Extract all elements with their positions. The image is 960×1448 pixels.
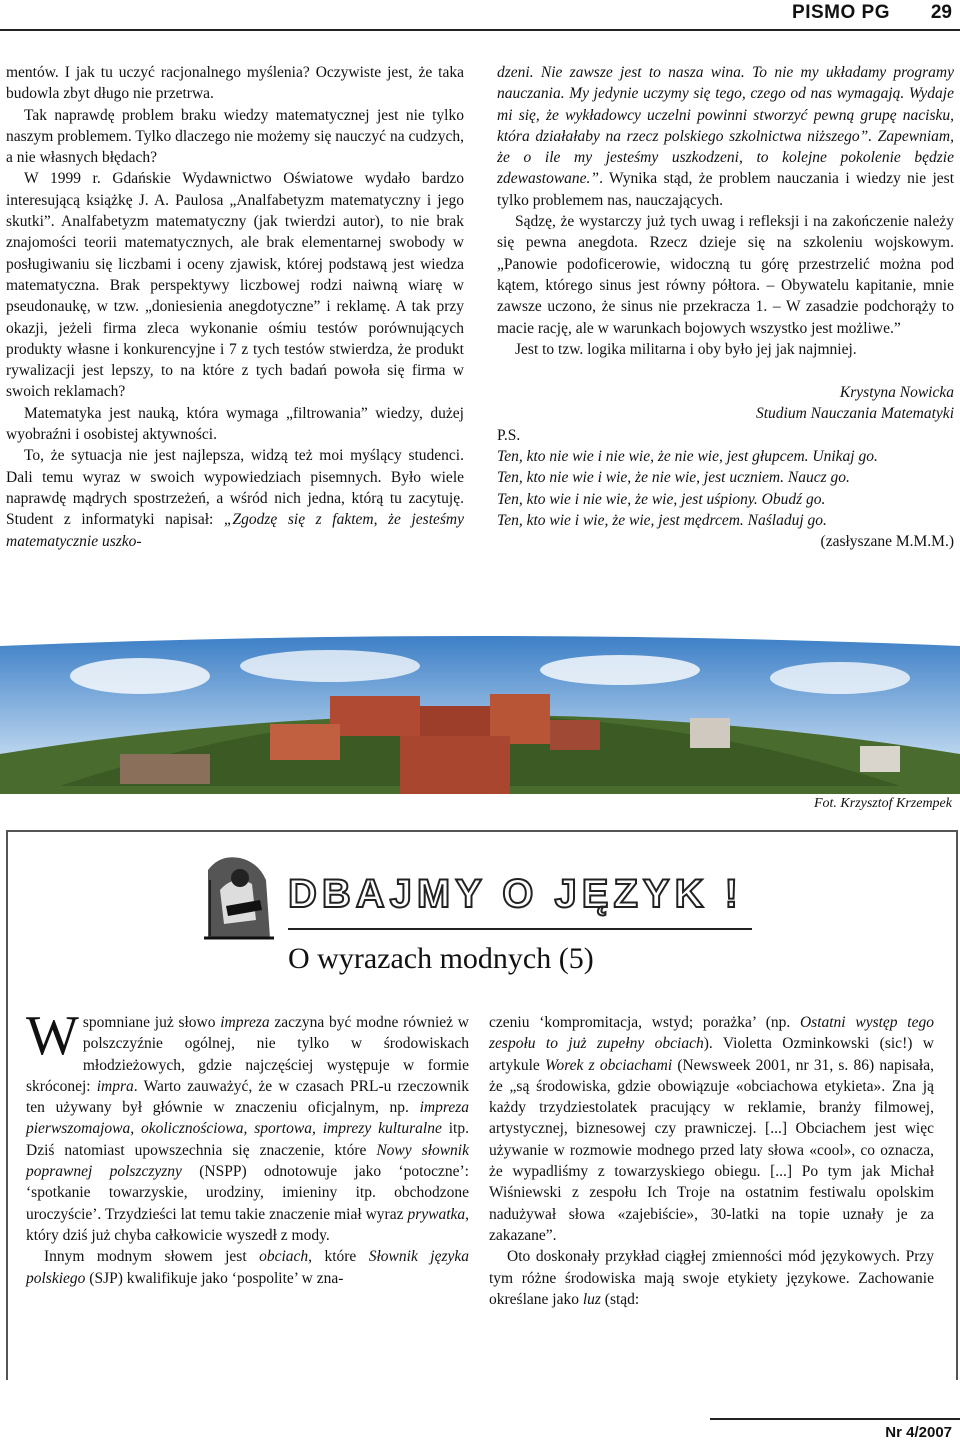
text-run: (SJP) kwalifikuje jako ‘pospolite’ w zna- [85, 1269, 344, 1287]
footer-rule [710, 1418, 960, 1420]
term: Nowy słownik poprawnej polszczyzny [26, 1141, 469, 1181]
journal-title: PISMO PG [792, 2, 890, 23]
term: impreza [220, 1014, 270, 1031]
scholar-illustration-icon [200, 850, 278, 942]
text-run: ). Violetta Ozminkowski (sic!) w artykule [489, 1035, 934, 1074]
paragraph: Matematyka jest nauką, która wymaga „filtrowania” wiedzy, dużej wyobraźni i osobistej aktywności. [6, 404, 464, 444]
section-title: DBAJMY O JĘZYK ! [288, 872, 743, 916]
paragraph [26, 1005, 469, 1246]
text-run: (stąd: [600, 1290, 640, 1308]
text-run: . Warto zauważyć, że w czasach PRL-u rzeczownik ten używany był głównie w znaczeniu oficjalnym, np. [26, 1077, 469, 1117]
text-run: , które [308, 1248, 369, 1266]
section-rule [288, 928, 752, 930]
paragraph: W 1999 r. Gdańskie Wydawnictwo Oświatowe wydało bardzo interesującą książkę J. A. Paulosa „Analfabetyzm matematyczny i jego skutki”. Analfabetyzm matematyczny (jak twierdzi autor), to nie brak znajomości teorii matematycznych, ale brak elementarnej swobody w posługiwaniu się liczbami i oceny zjawisk, której podstawą jest wiedza matematyczna. Brak perspektywy liczbowej rodzi naiwną wiarę w pseudonaukę, w tzw. „doniesienia anegdotyczne” i reklamę. A tak przy okazji, jeżeli firma zleca wykonanie ośmiu testów porównujących produkty własne i konkurencyjne i 7 z tych testów stwierdza, że produkt rywalizacji jest lepszy, to na które z tych badań powoła się firma w swoich reklamach? [6, 170, 464, 401]
term: Słownik języka polskiego [26, 1248, 469, 1287]
term: Ostatni występ tego zespołu to już zupełny obciach [489, 1014, 934, 1053]
author-unit: Studium Nauczania Matematyki [755, 405, 954, 423]
text-run: itp. Dziś natomiast upowszechnia się znaczenie, które [26, 1120, 469, 1159]
paragraph [497, 62, 954, 211]
text-run: spomniane już słowo [82, 1014, 221, 1031]
text-run: Innym modnym słowem jest [44, 1248, 260, 1266]
page-header [0, 0, 960, 30]
text-run: , który dziś już chyba całkowicie wyszedł z mody. [26, 1205, 469, 1244]
paragraph: Tak naprawdę problem braku wiedzy matematycznej jest nie tylko naszym problemem. Tylko dlaczego nie możemy się nauczyć na cudzych, a nie własnych błędach? [6, 106, 464, 167]
ps-line: Ten, kto wie i nie wie, że wie, jest uśpiony. Obudź go. [497, 490, 826, 508]
paragraph: Jest to tzw. logika militarna i oby było jej jak najmniej. [515, 340, 857, 358]
quote-run: „Zgodzę się z faktem, że jesteśmy matematycznie uszko- [6, 511, 465, 550]
text-run: (NSPP) odnotowuje jako ‘potoczne’: ‘spotkanie towarzyskie, urodziny, imieniny itp. obchodzone uroczyście’. Trzydzieści lat temu takie znaczenie miał wyraz [26, 1163, 469, 1223]
panorama-image [0, 636, 960, 794]
paragraph [26, 1246, 469, 1289]
term: obciach [259, 1248, 309, 1266]
text-run: zaczyna być modne również w polszczyźnie ogólnej, nie tylko w środowiskach młodzieżowych, gdzie najczęściej występuje w formie skróconej: [26, 1014, 469, 1095]
drop-cap: W [26, 1005, 79, 1067]
ps-source: (zasłyszane M.M.M.) [820, 533, 954, 551]
issue-number: Nr 4/2007 [885, 1424, 952, 1441]
article-column-1 [6, 62, 464, 552]
article-column-2 [497, 62, 954, 553]
ps-line: Ten, kto wie i wie, że wie, jest mędrcem. Naśladuj go. [497, 511, 827, 529]
term: prywatka [407, 1205, 466, 1223]
language-column-2 [489, 1012, 934, 1310]
text-run: czeniu ‘kompromitacja, wstyd; porażka’ (np. [489, 1014, 800, 1031]
campus-panorama-photo [0, 636, 960, 794]
ps-line: Ten, kto nie wie i nie wie, że nie wie, jest głupcem. Unikaj go. [497, 448, 878, 466]
paragraph [489, 1246, 934, 1310]
text-run: To, że sytuacja nie jest najlepsza, widzą też moi myślący studenci. Dali temu wyraz w swoich wypowiedziach pisemnych. Było wiele naprawdę mądrych spostrzeżeń, a wśród nich jedna, którą tu zacytuję. Student z informatyki napisał: [6, 447, 464, 529]
author-name: Krystyna Nowicka [839, 384, 954, 402]
header-rule [0, 29, 960, 31]
term: luz [582, 1290, 601, 1308]
paragraph: mentów. I jak tu uczyć racjonalnego myślenia? Oczywiste jest, że taka budowla zbyt długo nie przetrwa. [6, 64, 464, 103]
page-number: 29 [930, 2, 952, 23]
text-run: Oto doskonały przykład ciągłej zmienności mód językowych. Przy tym różne środowiska mają swoje etykiety językowe. Zachowanie określane jako [489, 1248, 934, 1308]
term: impra [96, 1077, 134, 1095]
term: impreza pierwszomajowa, okolicznościowa, sportowa, imprezy kulturalne [26, 1099, 469, 1138]
photo-credit: Fot. Krzysztof Krzempek [813, 796, 952, 811]
section-subtitle: O wyrazach modnych (5) [288, 942, 594, 975]
paragraph [6, 445, 464, 551]
paragraph: Sądzę, że wystarczy już tych uwag i refleksji i na zakończenie należy się pewna anegdota. Rzecz dzieje się na szkoleniu wojskowym. „Panowie podoficerowie, widoczną tu górę przestrzelić można pod kątem, którego sinus jest równy półtora. – Obywatelu kapitanie, mnie zawsze uczono, że sinus nie przekracza 1. – W zasadzie podchorąży to macie rację, ale w warunkach bojowych wszystko jest możliwe.” [497, 213, 954, 337]
paragraph [489, 1012, 934, 1246]
quote-run: dzeni. Nie zawsze jest to nasza wina. To nie my układamy programy nauczania. My jedynie uczymy się tego, czego od nas wymagają. Wydaje mi się, że wykładowcy uczelni powinni stworzyć pewną grupę nacisku, która działałaby na rzecz polskiego szkolnictwa niższego”. Zapewniam, że o ile my jesteśmy uszkodzeni, to kolejne pokolenie będzie zdewastowane.” [497, 64, 954, 188]
ps-label: P.S. [497, 426, 521, 444]
language-column-1 [26, 1005, 469, 1289]
text-run: (Newsweek 2001, nr 31, s. 86) napisała, że „są środowiska, gdzie obowiązuje «obciachowa etykieta». Zna ją każdy trzydziestolatek pracujący w reklamie, branży filmowej, artystycznej, biznesowej czy prawniczej. [...] Obciachem jest więc używanie w rozmowie modnego przed laty słowa «cool», co oznacza, że wypadliśmy z towarzyskiego obiegu. [...] Po tym jak Michał Wiśniewski z zespołu Ich Troje na ostatnim festiwalu opolskim nadużywał słowa «zajebiście», 30-latki na topie uznały je za zakazane”. [489, 1056, 934, 1244]
term: Worek z obciachami [544, 1056, 673, 1074]
ps-line: Ten, kto nie wie i wie, że nie wie, jest uczniem. Naucz go. [497, 469, 850, 487]
text-run: . Wynika stąd, że problem nauczania i wiedzy nie jest tylko problemem nas, nauczających. [497, 170, 954, 209]
